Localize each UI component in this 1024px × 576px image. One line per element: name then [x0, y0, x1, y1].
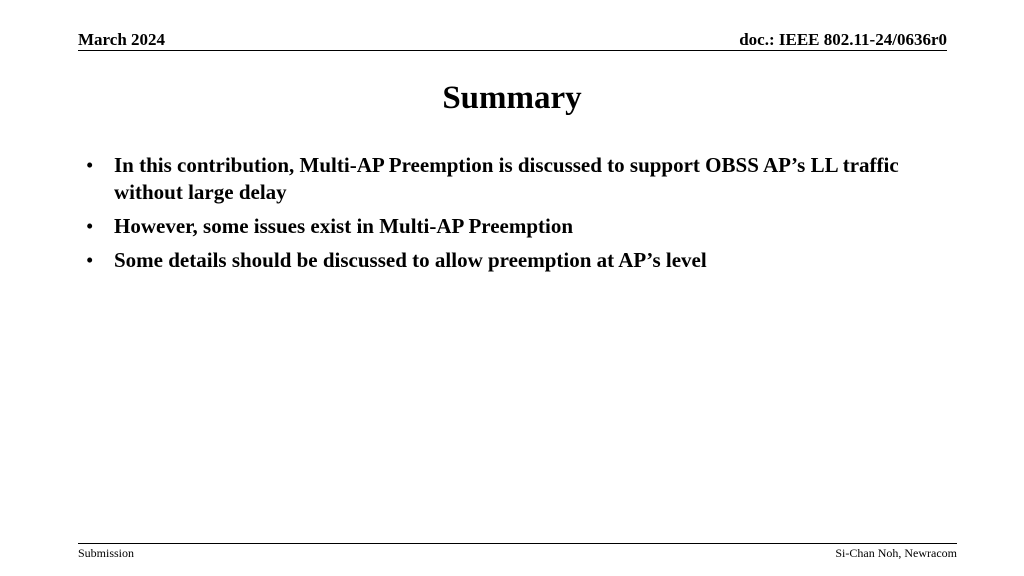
header-date: March 2024 [78, 30, 166, 49]
bullet-item [82, 152, 942, 206]
header-doc-id: doc.: IEEE 802.11-24/0636r0 [739, 30, 947, 49]
bullet-marker: • [86, 153, 94, 177]
bullet-text: Some details should be discussed to allow preemption at AP’s level [114, 248, 707, 272]
slide-title: Summary [442, 80, 582, 116]
bullet-list [82, 152, 942, 281]
bullet-text: However, some issues exist in Multi-AP Preemption [114, 214, 574, 238]
bullet-text: In this contribution, Multi-AP Preemption is discussed to support OBSS AP’s LL traffic without large delay [114, 153, 899, 204]
bullet-item [82, 213, 942, 240]
bullet-item [82, 247, 942, 274]
footer-author: Si-Chan Noh, Newracom [835, 546, 957, 560]
bullet-marker: • [86, 214, 94, 238]
bullet-marker: • [86, 248, 94, 272]
header-divider [78, 50, 947, 51]
footer-submission: Submission [78, 546, 135, 560]
footer-divider [78, 543, 957, 544]
